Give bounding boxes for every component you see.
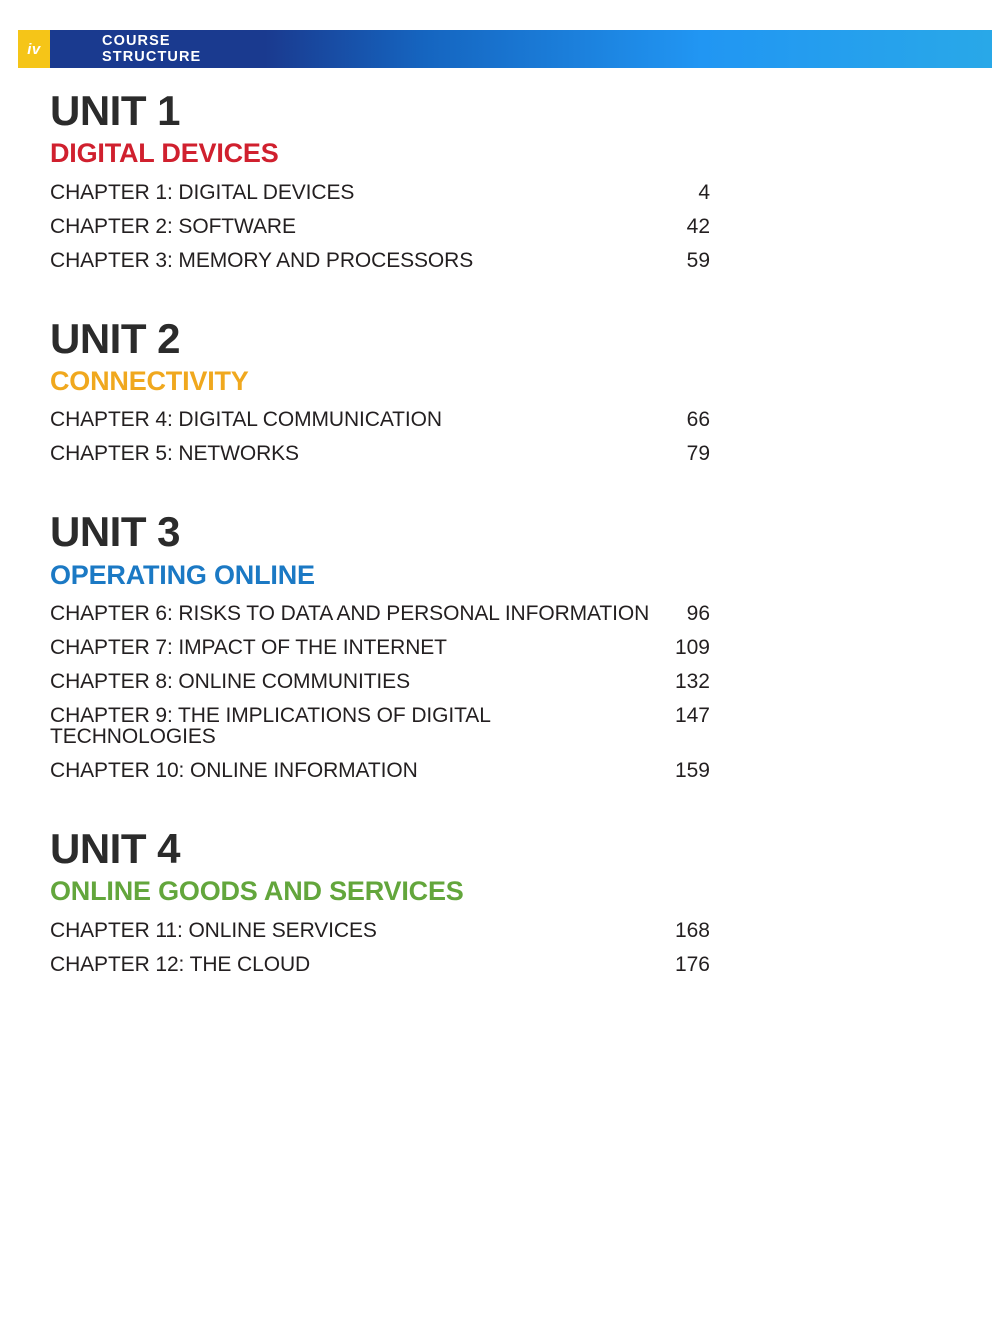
- unit-subtitle-1: DIGITAL DEVICES: [50, 138, 279, 169]
- unit-title-2: UNIT 2: [50, 314, 181, 362]
- chapter-page: 4: [698, 180, 710, 204]
- chapter-label: CHAPTER 2: SOFTWARE: [50, 214, 296, 238]
- unit-block-1: [50, 88, 710, 278]
- unit-title-3: UNIT 3: [50, 508, 181, 556]
- chapter-row[interactable]: [50, 699, 710, 754]
- chapter-label: CHAPTER 8: ONLINE COMMUNITIES: [50, 670, 410, 694]
- unit-block-4: [50, 826, 710, 982]
- chapter-row[interactable]: [50, 403, 710, 437]
- chapter-list-4: [50, 914, 710, 982]
- chapter-row[interactable]: [50, 244, 710, 278]
- chapter-row[interactable]: [50, 597, 710, 631]
- chapter-page: 109: [674, 636, 710, 660]
- chapter-row[interactable]: [50, 914, 710, 948]
- unit-subtitle-3: OPERATING ONLINE: [50, 559, 315, 590]
- chapter-page: 147: [674, 704, 710, 728]
- chapter-label: CHAPTER 5: NETWORKS: [50, 442, 299, 466]
- chapter-label: CHAPTER 1: DIGITAL DEVICES: [50, 180, 355, 204]
- chapter-row[interactable]: [50, 665, 710, 699]
- chapter-label: CHAPTER 11: ONLINE SERVICES: [50, 918, 377, 942]
- chapter-row[interactable]: [50, 176, 710, 210]
- header-title-block: [50, 30, 265, 68]
- chapter-label: CHAPTER 4: DIGITAL COMMUNICATION: [50, 408, 442, 432]
- unit-title-4: UNIT 4: [50, 825, 181, 873]
- chapter-label: CHAPTER 9: THE IMPLICATIONS OF DIGITAL TECHNOLOGIES: [50, 704, 490, 749]
- chapter-page: 96: [686, 602, 710, 626]
- chapter-label: CHAPTER 6: RISKS TO DATA AND PERSONAL INFORMATION: [50, 602, 650, 626]
- chapter-page: 42: [686, 214, 710, 238]
- unit-block-3: [50, 509, 710, 788]
- unit-subtitle-2: CONNECTIVITY: [50, 366, 249, 397]
- chapter-page: 66: [686, 408, 710, 432]
- unit-subtitle-4: ONLINE GOODS AND SERVICES: [50, 876, 464, 907]
- chapter-page: 159: [674, 759, 710, 783]
- page-header: [18, 30, 992, 68]
- chapter-label: CHAPTER 7: IMPACT OF THE INTERNET: [50, 636, 447, 660]
- chapter-page: 59: [686, 248, 710, 272]
- chapter-list-3: [50, 597, 710, 788]
- chapter-row[interactable]: [50, 948, 710, 982]
- chapter-list-1: [50, 176, 710, 278]
- chapter-page: 132: [674, 670, 710, 694]
- unit-block-2: [50, 316, 710, 472]
- chapter-row[interactable]: [50, 210, 710, 244]
- chapter-label: CHAPTER 10: ONLINE INFORMATION: [50, 759, 418, 783]
- page-folio: iv: [18, 30, 50, 68]
- chapter-row[interactable]: [50, 754, 710, 788]
- chapter-row[interactable]: [50, 631, 710, 665]
- chapter-list-2: [50, 403, 710, 471]
- unit-title-1: UNIT 1: [50, 87, 181, 134]
- chapter-row[interactable]: [50, 437, 710, 471]
- header-gradient-bar: [265, 30, 992, 68]
- chapter-label: CHAPTER 3: MEMORY AND PROCESSORS: [50, 248, 474, 272]
- chapter-label: CHAPTER 12: THE CLOUD: [50, 952, 311, 976]
- table-of-contents: [50, 88, 710, 986]
- chapter-page: 176: [674, 952, 710, 976]
- chapter-page: 79: [686, 442, 710, 466]
- header-title: COURSE STRUCTURE: [102, 33, 202, 65]
- chapter-page: 168: [674, 918, 710, 942]
